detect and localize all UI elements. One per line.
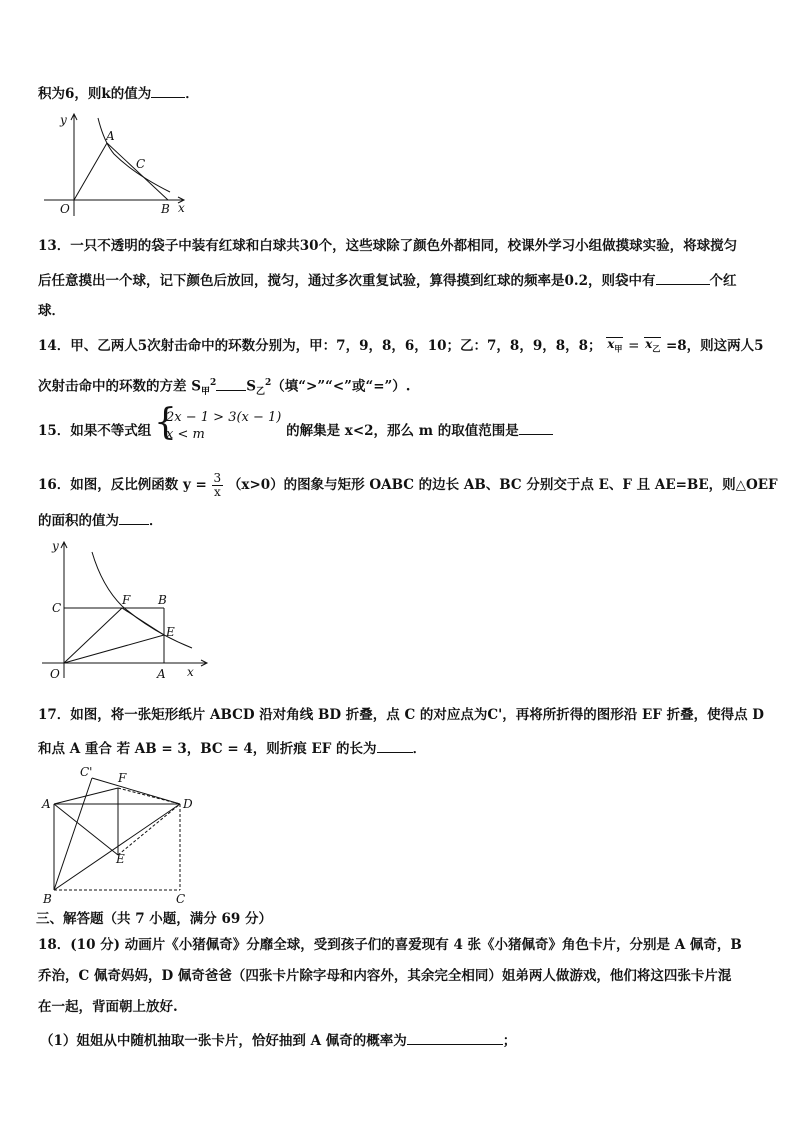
fig17-label-cprime: C' — [80, 765, 93, 779]
fig16-label-x: x — [187, 665, 194, 679]
answer-blank[interactable] — [151, 83, 185, 98]
figure-12 — [44, 112, 214, 222]
fraction-3-over-x: $\frac{3}{x}$ — [213, 471, 222, 499]
answer-blank[interactable] — [407, 1030, 503, 1045]
answer-blank[interactable] — [377, 738, 413, 753]
fig17-label-d: D — [183, 797, 193, 811]
fig16-label-c: C — [52, 601, 62, 615]
section-heading: 三、解答题（共 7 小题，满分 69 分） — [36, 911, 272, 927]
fig12-label-y: y — [60, 113, 67, 127]
q14-line1: 14．甲、乙两人5次射击命中的环数分别为，甲：7，9，8，6，10；乙：7，8，9，8，8； $x_甲 = x_乙 =8$，则这两人5 — [38, 337, 764, 354]
answer-blank[interactable] — [119, 510, 149, 525]
q14-line2: 次射击命中的环数的方差 $S_甲^2$ $S_乙^2$（填“>”“<”或“=”）. — [38, 374, 411, 401]
mean-jia: $x_甲$ — [607, 337, 623, 354]
fig16-label-e: E — [166, 625, 175, 639]
fig17-label-c: C — [176, 892, 186, 906]
answer-blank[interactable] — [656, 270, 710, 285]
q13-line3: 球． — [38, 303, 65, 319]
q16-line1: 16．如图，反比例函数 y = $\frac{3}{x}$ （x>0）的图象与矩形 OABC 的边长 AB、BC 分别交于点 E、F 且 AE=BE，则△OEF — [38, 471, 778, 499]
fig16-label-y: y — [52, 539, 59, 553]
answer-blank[interactable] — [519, 420, 553, 435]
figure-16 — [42, 538, 212, 683]
q12-line: 积为6，则k的值为 ． — [38, 83, 199, 103]
fig12-label-a: A — [106, 129, 115, 143]
q17-line1: 17．如图，将一张矩形纸片 ABCD 沿对角线 BD 折叠，点 C 的对应点为C'，再将所折得的图形沿 EF 折叠，使得点 D — [38, 707, 764, 723]
inequality-system: { 2x − 1 > 3(x − 1) x < m — [156, 409, 281, 443]
fig16-label-b: B — [158, 593, 167, 607]
q13-line1: 13．一只不透明的袋子中装有红球和白球共30个，这些球除了颜色外都相同，校课外学习小组做摸球实验，将球搅匀 — [38, 238, 738, 254]
fig12-label-x: x — [178, 201, 185, 215]
fig12-label-c: C — [136, 157, 146, 171]
fig17-label-f: F — [118, 771, 127, 785]
fig17-label-a: A — [42, 797, 51, 811]
figure-17 — [40, 764, 210, 904]
mean-yi: $x_乙$ — [645, 337, 661, 354]
q18-sub1: （1）姐姐从中随机抽取一张卡片，恰好抽到 A 佩奇的概率为 ； — [40, 1030, 516, 1050]
q18-line1: 18．(10 分) 动画片《小猪佩奇》分靡全球，受到孩子们的喜爱现有 4 张《小猪佩奇》角色卡片，分别是 A 佩奇，B — [38, 937, 742, 953]
q18-line2: 乔治，C 佩奇妈妈，D 佩奇爸爸（四张卡片除字母和内容外，其余完全相同）姐弟两人做游戏，他们将这四张卡片混 — [38, 968, 732, 984]
q13-line2: 后任意摸出一个球，记下颜色后放回，搅匀，通过多次重复试验，算得摸到红球的频率是0.2，则袋中有 个红 — [38, 270, 737, 290]
fig16-label-o: O — [50, 667, 60, 681]
fig12-label-o: O — [60, 202, 70, 216]
q18-line3: 在一起，背面朝上放好. — [38, 999, 178, 1015]
answer-blank[interactable] — [216, 376, 246, 391]
fig17-label-b: B — [43, 892, 52, 906]
fig12-label-b: B — [161, 202, 170, 216]
q16-line2: 的面积的值为 ． — [38, 510, 163, 530]
q12-text: 积为6，则k的值为 — [38, 86, 152, 102]
q15-line: 15．如果不等式组 { 2x − 1 > 3(x − 1) x < m 的解集是 x<2，那么 m 的取值范围是 — [38, 420, 553, 443]
fig17-label-e: E — [116, 852, 125, 866]
q17-line2: 和点 A 重合 若 AB = 3，BC = 4，则折痕 EF 的长为 ． — [38, 738, 426, 758]
fig16-label-a: A — [157, 667, 166, 681]
fig16-label-f: F — [122, 593, 131, 607]
